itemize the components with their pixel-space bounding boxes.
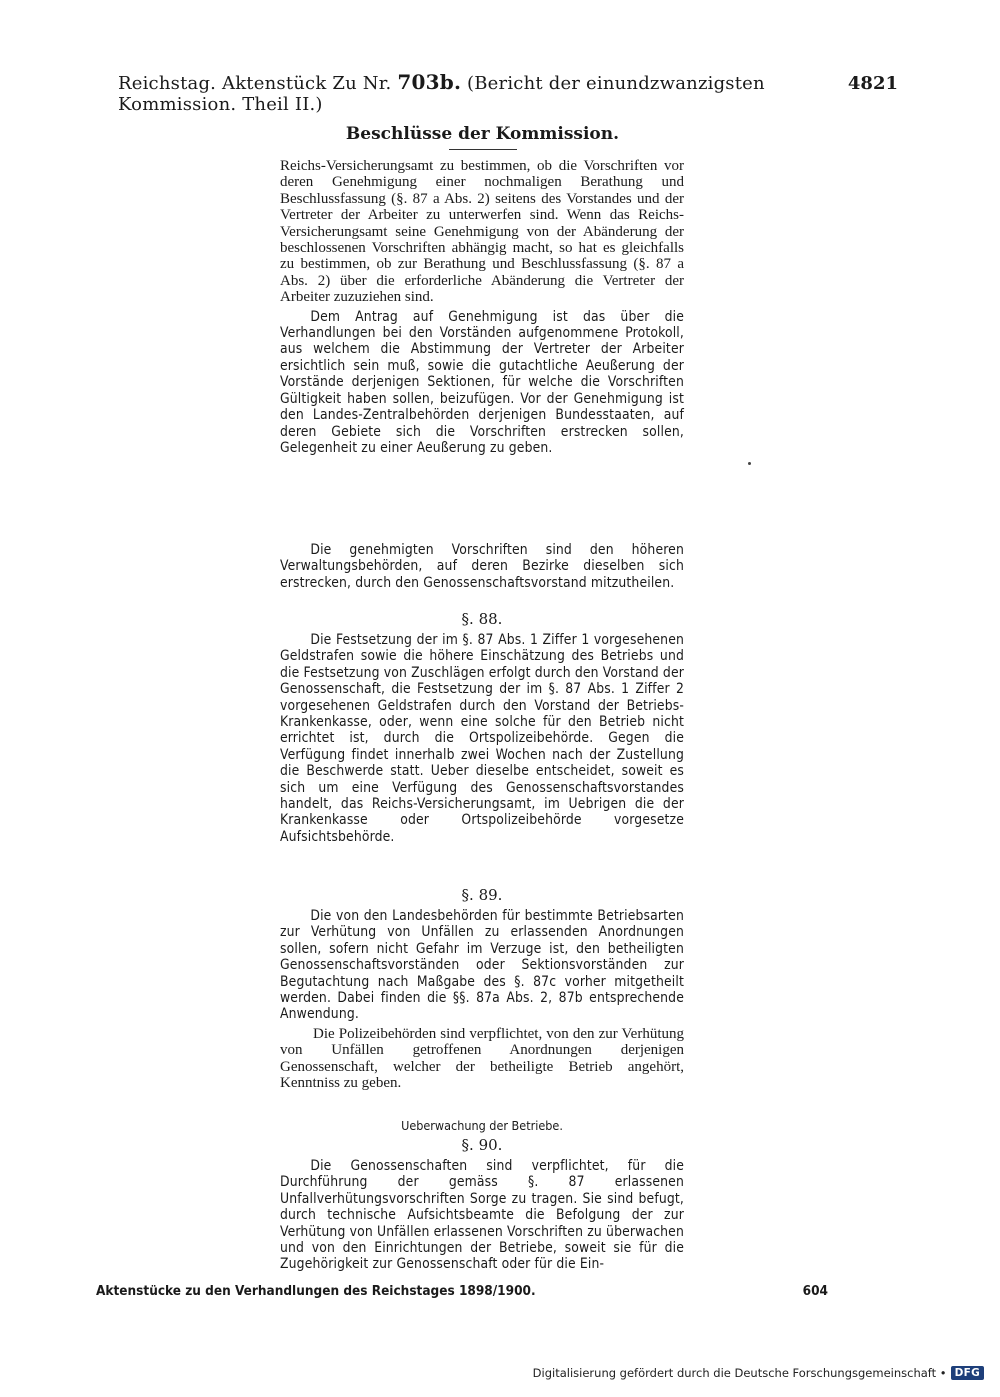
digitization-credit: [533, 1363, 984, 1383]
section-89-text-2: Die Polizeibehörden sind verpflichtet, von den zur Verhütung von Unfällen getroffenen Anordnungen derjenigen Genossenschaft, welcher der betheiligte Betrieb angehört, Kenntniss zu geben.: [280, 1025, 684, 1092]
section-88: [280, 610, 684, 848]
section-89: [280, 886, 684, 1094]
section-90-subheading: Ueberwachung der Betriebe.: [401, 1118, 563, 1133]
footer-source: Aktenstücke zu den Verhandlungen des Reichstages 1898/1900.: [96, 1283, 536, 1299]
page-footer: [96, 1283, 828, 1305]
dfg-logo-icon: DFG: [951, 1366, 984, 1380]
paragraph-genehmigte-vorschriften: Die genehmigten Vorschriften sind den höheren Verwaltungsbehörden, auf deren Bezirke dieselben sich erstrecken, durch den Genossenschaftsvorstand mitzutheilen.: [280, 542, 684, 591]
header-prefix: Reichstag. Aktenstück Zu Nr.: [118, 73, 392, 94]
section-89-heading: §. 89.: [461, 886, 503, 904]
running-header: [118, 70, 898, 115]
credit-text: Digitalisierung gefördert durch die Deutsche Forschungsgemeinschaft •: [532, 1366, 947, 1380]
scan-speck: [748, 462, 751, 465]
paragraph-continuation: Reichs-Versicherungsamt zu bestimmen, ob die Vorschriften vor deren Genehmigung einer nochmaligen Berathung und Beschlussfassung (§. 87 a Abs. 2) seitens des Vorstandes und der Vertreter der Arbeiter zu unterwerfen sind. Wenn das Reichs-Versicherungsamt seine Genehmigung von der Abänderung der beschlossenen Vorschriften abhängig macht, so hat es gleichfalls zu bestimmen, ob zur Berathung und Beschlussfassung (§. 87 a Abs. 2) über die erforderliche Abänderung die Vertreter der Arbeiter zuzuziehen sind.: [280, 158, 684, 306]
section-title: Beschlüsse der Kommission.: [345, 124, 620, 144]
text-block-2: [280, 542, 684, 594]
header-suffix: (Bericht der einundzwanzigsten Kommission. Theil II.): [118, 73, 765, 115]
header-document-number: 703b.: [397, 70, 462, 94]
section-90-text: Die Genossenschaften sind verpflichtet, für die Durchführung der gemäss §. 87 erlassenen Unfallverhütungsvorschriften Sorge zu tragen. Sie sind befugt, durch technische Aufsichtsbeamte die Befolgung der zur Verhütung von Unfällen erlassenen Vorschriften zu überwachen und von den Einrichtungen der Betriebe, soweit sie für die Zugehörigkeit zur Genossenschaft oder für die Ein-: [280, 1158, 684, 1273]
paragraph-genehmigung-antrag: Dem Antrag auf Genehmigung ist das über die Verhandlungen bei den Vorständen aufgenommene Protokoll, aus welchem die Abstimmung der Vertreter der Arbeiter ersichtlich sein muß, sowie die gutachtliche Aeußerung der Vorstände derjenigen Sektionen, für welche die Vorschriften Gültigkeit haben sollen, beizufügen. Vor der Genehmigung ist den Landes-Zentralbehörden derjenigen Bundesstaaten, auf deren Gebiete sich die Vorschriften erstrecken sollen, Gelegenheit zu einer Aeußerung zu geben.: [280, 308, 684, 456]
text-block-1: [280, 158, 684, 459]
section-89-text-1: Die von den Landesbehörden für bestimmte Betriebsarten zur Verhütung von Unfällen zu erlassenden Anordnungen sollen, sofern nicht Gefahr im Verzuge ist, den betheiligten Genossenschaftsvorständen oder Sektionsvorständen zur Begutachtung nach Maßgabe des §. 87c vorher mitgetheilt werden. Dabei finden die §§. 87a Abs. 2, 87b entsprechende Anwendung.: [280, 908, 684, 1023]
page-number: 4821: [847, 73, 898, 94]
section-90: [280, 1118, 684, 1276]
footer-sheet-number: 604: [802, 1283, 828, 1299]
section-90-heading: §. 90.: [461, 1136, 503, 1154]
header-title: [118, 70, 848, 115]
title-divider: [449, 149, 517, 150]
section-88-heading: §. 88.: [461, 610, 503, 628]
section-88-text: Die Festsetzung der im §. 87 Abs. 1 Ziffer 1 vorgesehenen Geldstrafen sowie die höhere Einschätzung des Betriebs und die Festsetzung von Zuschlägen erfolgt durch den Vorstand der Genossenschaft, die Festsetzung der im §. 87 Abs. 1 Ziffer 2 vorgesehenen Geldstrafen durch den Vorstand der Betriebs-Krankenkasse, oder, wenn eine solche für den Betrieb nicht errichtet ist, durch die Ortspolizeibehörde. Gegen die Verfügung findet innerhalb zwei Wochen nach der Zustellung die Beschwerde statt. Ueber dieselbe entscheidet, soweit es sich um eine Verfügung des Genossenschaftsvorstandes handelt, das Reichs-Versicherungsamt, im Uebrigen die der Krankenkasse oder Ortspolizeibehörde vorgesetze Aufsichtsbehörde.: [280, 632, 684, 845]
